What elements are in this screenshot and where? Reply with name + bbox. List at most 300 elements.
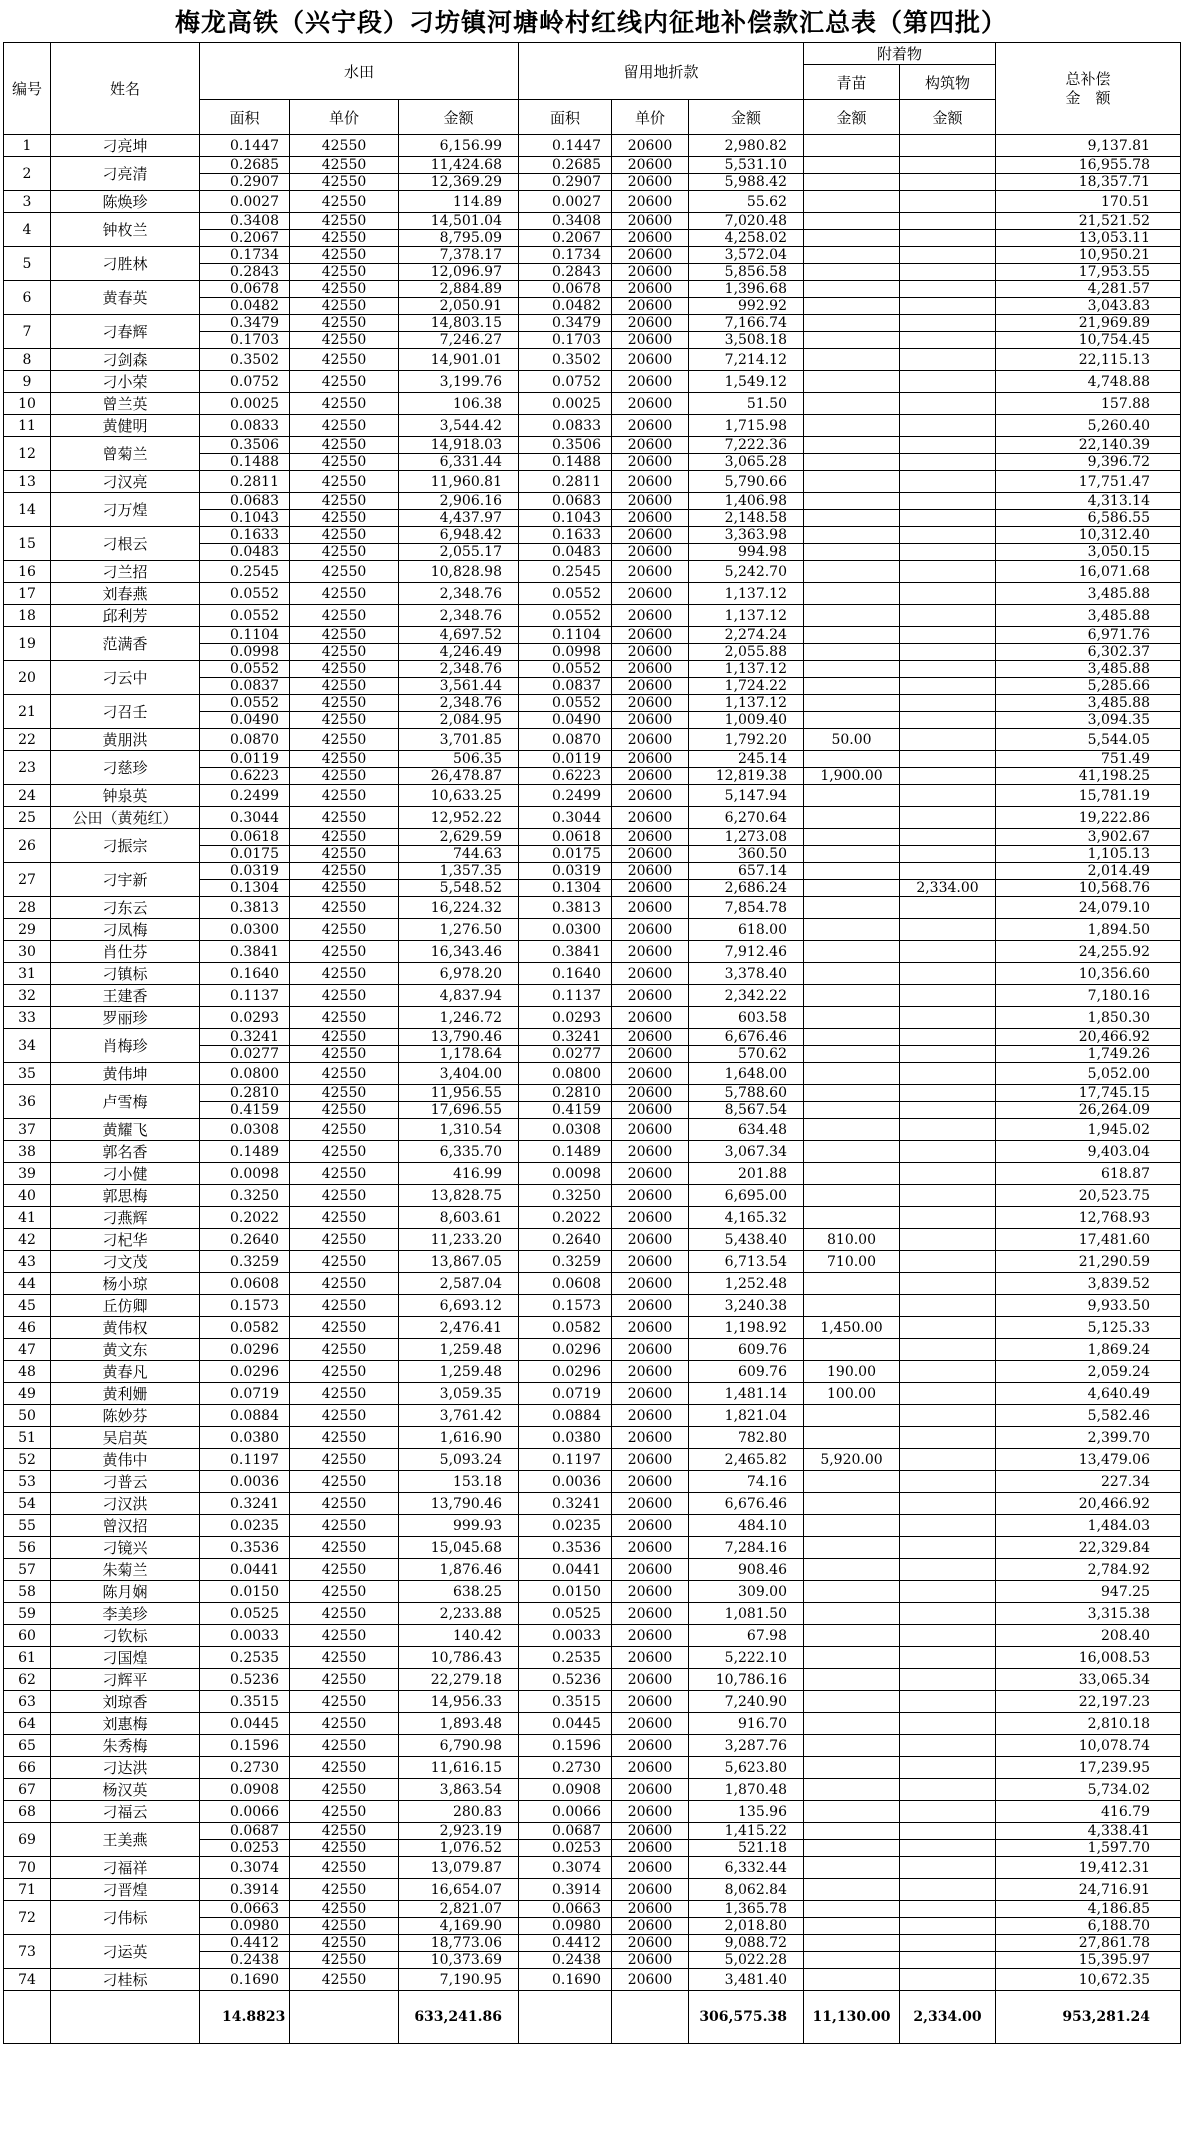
cell-paddy-amount: 14,956.33 <box>399 1691 519 1713</box>
cell-reserve-area: 0.0445 <box>519 1713 612 1735</box>
table-row <box>4 1603 1181 1625</box>
cell-reserve-price: 20600 <box>612 298 689 315</box>
row-name: 黄文东 <box>51 1339 200 1361</box>
cell-paddy-amount: 2,233.88 <box>399 1603 519 1625</box>
row-name: 刁东云 <box>51 897 200 919</box>
row-number: 52 <box>4 1449 51 1471</box>
cell-total-amount: 751.49 <box>996 751 1181 768</box>
table-row <box>4 437 1181 454</box>
totals-no <box>4 1991 51 2044</box>
cell-paddy-area: 0.1137 <box>200 985 290 1007</box>
cell-reserve-price: 20600 <box>612 1918 689 1935</box>
cell-reserve-amount: 51.50 <box>689 393 804 415</box>
cell-paddy-amount: 10,786.43 <box>399 1647 519 1669</box>
header-seedling-amount: 金额 <box>804 100 900 135</box>
cell-paddy-amount: 6,978.20 <box>399 963 519 985</box>
cell-paddy-amount: 2,084.95 <box>399 712 519 729</box>
cell-reserve-amount: 1,252.48 <box>689 1273 804 1295</box>
cell-reserve-amount: 3,287.76 <box>689 1735 804 1757</box>
cell-reserve-amount: 1,821.04 <box>689 1405 804 1427</box>
cell-paddy-price: 42550 <box>290 785 399 807</box>
cell-reserve-area: 0.0319 <box>519 863 612 880</box>
cell-paddy-amount: 1,310.54 <box>399 1119 519 1141</box>
cell-paddy-amount: 12,096.97 <box>399 264 519 281</box>
cell-building-amount <box>900 454 996 471</box>
cell-paddy-price: 42550 <box>290 661 399 678</box>
cell-reserve-area: 0.0552 <box>519 695 612 712</box>
cell-reserve-amount: 8,567.54 <box>689 1102 804 1119</box>
table-row <box>4 1647 1181 1669</box>
row-number: 28 <box>4 897 51 919</box>
cell-seedling-amount <box>804 807 900 829</box>
cell-paddy-amount: 16,343.46 <box>399 941 519 963</box>
cell-reserve-amount: 1,137.12 <box>689 695 804 712</box>
cell-building-amount <box>900 1085 996 1102</box>
cell-reserve-price: 20600 <box>612 1879 689 1901</box>
row-name: 刁剑森 <box>51 349 200 371</box>
cell-reserve-price: 20600 <box>612 963 689 985</box>
cell-seedling-amount <box>804 510 900 527</box>
cell-total-amount: 157.88 <box>996 393 1181 415</box>
cell-paddy-price: 42550 <box>290 1185 399 1207</box>
cell-seedling-amount: 100.00 <box>804 1383 900 1405</box>
cell-paddy-price: 42550 <box>290 454 399 471</box>
cell-reserve-price: 20600 <box>612 527 689 544</box>
cell-total-amount: 10,754.45 <box>996 332 1181 349</box>
cell-total-amount: 10,356.60 <box>996 963 1181 985</box>
cell-reserve-price: 20600 <box>612 678 689 695</box>
table-row <box>4 1823 1181 1840</box>
cell-paddy-price: 42550 <box>290 281 399 298</box>
totals-seedling-amount: 11,130.00 <box>804 1991 900 2044</box>
cell-seedling-amount <box>804 785 900 807</box>
cell-seedling-amount: 1,900.00 <box>804 768 900 785</box>
cell-building-amount <box>900 963 996 985</box>
cell-paddy-amount: 3,199.76 <box>399 371 519 393</box>
cell-reserve-amount: 5,856.58 <box>689 264 804 281</box>
totals-reserve-price <box>612 1991 689 2044</box>
cell-paddy-amount: 106.38 <box>399 393 519 415</box>
cell-paddy-amount: 6,948.42 <box>399 527 519 544</box>
cell-seedling-amount <box>804 695 900 712</box>
cell-reserve-price: 20600 <box>612 1840 689 1857</box>
row-name: 刁汉亮 <box>51 471 200 493</box>
row-name: 黄朋洪 <box>51 729 200 751</box>
cell-building-amount <box>900 1647 996 1669</box>
cell-reserve-amount: 1,273.08 <box>689 829 804 846</box>
totals-name <box>51 1991 200 2044</box>
cell-building-amount <box>900 471 996 493</box>
cell-paddy-amount: 638.25 <box>399 1581 519 1603</box>
cell-reserve-price: 20600 <box>612 1119 689 1141</box>
cell-paddy-amount: 1,259.48 <box>399 1361 519 1383</box>
cell-paddy-amount: 1,076.52 <box>399 1840 519 1857</box>
table-row <box>4 1713 1181 1735</box>
cell-reserve-price: 20600 <box>612 157 689 174</box>
cell-paddy-price: 42550 <box>290 1581 399 1603</box>
cell-building-amount <box>900 785 996 807</box>
cell-paddy-area: 0.0445 <box>200 1713 290 1735</box>
row-number: 38 <box>4 1141 51 1163</box>
table-row <box>4 1691 1181 1713</box>
cell-seedling-amount <box>804 1625 900 1647</box>
cell-total-amount: 27,861.78 <box>996 1935 1181 1952</box>
cell-paddy-area: 0.3506 <box>200 437 290 454</box>
cell-seedling-amount <box>804 527 900 544</box>
row-name: 刁召壬 <box>51 695 200 729</box>
cell-reserve-price: 20600 <box>612 785 689 807</box>
row-number: 26 <box>4 829 51 863</box>
cell-reserve-amount: 3,508.18 <box>689 332 804 349</box>
cell-total-amount: 5,734.02 <box>996 1779 1181 1801</box>
cell-paddy-area: 0.2843 <box>200 264 290 281</box>
cell-reserve-price: 20600 <box>612 1647 689 1669</box>
table-row <box>4 1735 1181 1757</box>
cell-paddy-amount: 3,544.42 <box>399 415 519 437</box>
row-name: 陈月娴 <box>51 1581 200 1603</box>
cell-paddy-area: 0.0033 <box>200 1625 290 1647</box>
cell-seedling-amount: 810.00 <box>804 1229 900 1251</box>
cell-reserve-price: 20600 <box>612 661 689 678</box>
table-row <box>4 1471 1181 1493</box>
table-row <box>4 1515 1181 1537</box>
row-name: 刁杞华 <box>51 1229 200 1251</box>
row-number: 55 <box>4 1515 51 1537</box>
cell-paddy-price: 42550 <box>290 315 399 332</box>
cell-paddy-area: 0.0980 <box>200 1918 290 1935</box>
cell-paddy-amount: 2,050.91 <box>399 298 519 315</box>
cell-total-amount: 2,014.49 <box>996 863 1181 880</box>
cell-seedling-amount <box>804 644 900 661</box>
cell-reserve-price: 20600 <box>612 174 689 191</box>
cell-reserve-price: 20600 <box>612 712 689 729</box>
cell-building-amount <box>900 751 996 768</box>
header-paddy: 水田 <box>200 43 519 100</box>
cell-building-amount <box>900 1063 996 1085</box>
cell-building-amount <box>900 583 996 605</box>
row-name: 刁福云 <box>51 1801 200 1823</box>
cell-paddy-amount: 5,093.24 <box>399 1449 519 1471</box>
cell-reserve-amount: 618.00 <box>689 919 804 941</box>
table-row <box>4 1559 1181 1581</box>
row-name: 刁春辉 <box>51 315 200 349</box>
row-number: 11 <box>4 415 51 437</box>
cell-total-amount: 21,290.59 <box>996 1251 1181 1273</box>
cell-paddy-price: 42550 <box>290 157 399 174</box>
cell-reserve-area: 0.3502 <box>519 349 612 371</box>
cell-seedling-amount <box>804 174 900 191</box>
cell-reserve-amount: 2,148.58 <box>689 510 804 527</box>
cell-paddy-amount: 18,773.06 <box>399 1935 519 1952</box>
row-name: 黄健明 <box>51 415 200 437</box>
cell-paddy-price: 42550 <box>290 371 399 393</box>
cell-reserve-area: 0.2810 <box>519 1085 612 1102</box>
row-number: 58 <box>4 1581 51 1603</box>
table-row <box>4 1449 1181 1471</box>
cell-reserve-area: 0.0837 <box>519 678 612 695</box>
cell-paddy-price: 42550 <box>290 695 399 712</box>
cell-seedling-amount <box>804 157 900 174</box>
cell-paddy-price: 42550 <box>290 1669 399 1691</box>
cell-paddy-area: 0.1104 <box>200 627 290 644</box>
table-row <box>4 1427 1181 1449</box>
cell-paddy-price: 42550 <box>290 213 399 230</box>
cell-reserve-amount: 55.62 <box>689 191 804 213</box>
cell-reserve-price: 20600 <box>612 1295 689 1317</box>
cell-reserve-price: 20600 <box>612 1735 689 1757</box>
row-number: 3 <box>4 191 51 213</box>
cell-building-amount <box>900 1603 996 1625</box>
cell-seedling-amount <box>804 678 900 695</box>
cell-total-amount: 6,188.70 <box>996 1918 1181 1935</box>
cell-paddy-price: 42550 <box>290 332 399 349</box>
row-name: 刁慈珍 <box>51 751 200 785</box>
cell-paddy-price: 42550 <box>290 1647 399 1669</box>
cell-reserve-price: 20600 <box>612 1603 689 1625</box>
cell-total-amount: 20,466.92 <box>996 1493 1181 1515</box>
cell-paddy-amount: 11,960.81 <box>399 471 519 493</box>
cell-reserve-price: 20600 <box>612 1713 689 1735</box>
cell-reserve-area: 0.2438 <box>519 1952 612 1969</box>
cell-building-amount: 2,334.00 <box>900 880 996 897</box>
row-name: 刁晋煌 <box>51 1879 200 1901</box>
cell-paddy-price: 42550 <box>290 1427 399 1449</box>
cell-paddy-amount: 6,790.98 <box>399 1735 519 1757</box>
cell-seedling-amount <box>804 1801 900 1823</box>
cell-building-amount <box>900 544 996 561</box>
cell-total-amount: 3,050.15 <box>996 544 1181 561</box>
row-name: 刘惠梅 <box>51 1713 200 1735</box>
cell-paddy-amount: 2,348.76 <box>399 583 519 605</box>
cell-paddy-amount: 2,348.76 <box>399 605 519 627</box>
cell-reserve-area: 0.0752 <box>519 371 612 393</box>
cell-paddy-area: 0.0884 <box>200 1405 290 1427</box>
row-number: 56 <box>4 1537 51 1559</box>
cell-paddy-price: 42550 <box>290 768 399 785</box>
cell-reserve-area: 0.0098 <box>519 1163 612 1185</box>
cell-total-amount: 1,597.70 <box>996 1840 1181 1857</box>
cell-total-amount: 33,065.34 <box>996 1669 1181 1691</box>
row-name: 刁宇新 <box>51 863 200 897</box>
cell-paddy-price: 42550 <box>290 1229 399 1251</box>
cell-paddy-price: 42550 <box>290 1713 399 1735</box>
cell-reserve-amount: 1,870.48 <box>689 1779 804 1801</box>
header-building-amount: 金额 <box>900 100 996 135</box>
cell-total-amount: 4,640.49 <box>996 1383 1181 1405</box>
cell-paddy-amount: 14,918.03 <box>399 437 519 454</box>
cell-reserve-price: 20600 <box>612 751 689 768</box>
cell-reserve-price: 20600 <box>612 213 689 230</box>
cell-paddy-price: 42550 <box>290 1691 399 1713</box>
cell-paddy-area: 0.0296 <box>200 1339 290 1361</box>
cell-seedling-amount: 50.00 <box>804 729 900 751</box>
cell-paddy-price: 42550 <box>290 298 399 315</box>
cell-paddy-price: 42550 <box>290 415 399 437</box>
cell-building-amount <box>900 846 996 863</box>
cell-total-amount: 3,043.83 <box>996 298 1181 315</box>
cell-reserve-price: 20600 <box>612 863 689 880</box>
cell-reserve-area: 0.5236 <box>519 1669 612 1691</box>
totals-reserve-amount: 306,575.38 <box>689 1991 804 2044</box>
cell-seedling-amount <box>804 1185 900 1207</box>
cell-reserve-area: 0.0293 <box>519 1007 612 1029</box>
row-number: 39 <box>4 1163 51 1185</box>
cell-paddy-amount: 3,561.44 <box>399 678 519 695</box>
cell-reserve-price: 20600 <box>612 829 689 846</box>
cell-paddy-price: 42550 <box>290 1857 399 1879</box>
cell-paddy-area: 0.6223 <box>200 768 290 785</box>
cell-paddy-amount: 2,629.59 <box>399 829 519 846</box>
cell-paddy-amount: 1,259.48 <box>399 1339 519 1361</box>
cell-reserve-price: 20600 <box>612 1383 689 1405</box>
row-name: 刁小健 <box>51 1163 200 1185</box>
cell-paddy-area: 0.3074 <box>200 1857 290 1879</box>
cell-building-amount <box>900 729 996 751</box>
cell-total-amount: 15,781.19 <box>996 785 1181 807</box>
cell-paddy-amount: 3,761.42 <box>399 1405 519 1427</box>
cell-reserve-area: 0.0800 <box>519 1063 612 1085</box>
cell-reserve-price: 20600 <box>612 1007 689 1029</box>
cell-paddy-amount: 17,696.55 <box>399 1102 519 1119</box>
cell-seedling-amount <box>804 583 900 605</box>
cell-reserve-price: 20600 <box>612 985 689 1007</box>
header-seedling: 青苗 <box>804 65 900 100</box>
cell-reserve-amount: 7,240.90 <box>689 1691 804 1713</box>
cell-building-amount <box>900 1273 996 1295</box>
cell-reserve-area: 0.1197 <box>519 1449 612 1471</box>
row-name: 刁万煌 <box>51 493 200 527</box>
header-reserve-price: 单价 <box>612 100 689 135</box>
cell-paddy-price: 42550 <box>290 1901 399 1918</box>
cell-paddy-price: 42550 <box>290 493 399 510</box>
row-number: 34 <box>4 1029 51 1063</box>
cell-building-amount <box>900 1879 996 1901</box>
cell-paddy-amount: 140.42 <box>399 1625 519 1647</box>
cell-total-amount: 4,338.41 <box>996 1823 1181 1840</box>
cell-seedling-amount <box>804 661 900 678</box>
cell-paddy-area: 0.0027 <box>200 191 290 213</box>
cell-building-amount <box>900 510 996 527</box>
row-number: 69 <box>4 1823 51 1857</box>
cell-paddy-amount: 3,059.35 <box>399 1383 519 1405</box>
cell-seedling-amount <box>804 751 900 768</box>
cell-reserve-amount: 1,715.98 <box>689 415 804 437</box>
cell-paddy-amount: 1,178.64 <box>399 1046 519 1063</box>
cell-reserve-amount: 5,222.10 <box>689 1647 804 1669</box>
row-number: 19 <box>4 627 51 661</box>
cell-paddy-area: 0.0552 <box>200 605 290 627</box>
row-name: 黄春英 <box>51 281 200 315</box>
cell-reserve-price: 20600 <box>612 510 689 527</box>
cell-reserve-price: 20600 <box>612 1405 689 1427</box>
cell-reserve-price: 20600 <box>612 1063 689 1085</box>
cell-reserve-amount: 7,020.48 <box>689 213 804 230</box>
cell-paddy-price: 42550 <box>290 527 399 544</box>
cell-total-amount: 19,222.86 <box>996 807 1181 829</box>
cell-paddy-amount: 10,633.25 <box>399 785 519 807</box>
cell-paddy-area: 0.0296 <box>200 1361 290 1383</box>
cell-paddy-amount: 2,884.89 <box>399 281 519 298</box>
cell-reserve-amount: 245.14 <box>689 751 804 768</box>
row-name: 邱利芳 <box>51 605 200 627</box>
cell-reserve-amount: 7,284.16 <box>689 1537 804 1559</box>
cell-reserve-price: 20600 <box>612 1163 689 1185</box>
cell-building-amount <box>900 897 996 919</box>
cell-paddy-amount: 2,587.04 <box>399 1273 519 1295</box>
cell-seedling-amount <box>804 897 900 919</box>
table-row <box>4 1273 1181 1295</box>
cell-total-amount: 15,395.97 <box>996 1952 1181 1969</box>
cell-building-amount <box>900 1735 996 1757</box>
cell-seedling-amount <box>804 493 900 510</box>
row-name: 刁兰招 <box>51 561 200 583</box>
cell-paddy-amount: 6,693.12 <box>399 1295 519 1317</box>
cell-reserve-price: 20600 <box>612 1969 689 1991</box>
table-row <box>4 1029 1181 1046</box>
cell-total-amount: 3,485.88 <box>996 661 1181 678</box>
row-name: 杨小琼 <box>51 1273 200 1295</box>
row-number: 13 <box>4 471 51 493</box>
cell-reserve-amount: 3,240.38 <box>689 1295 804 1317</box>
table-row <box>4 1879 1181 1901</box>
cell-paddy-amount: 4,246.49 <box>399 644 519 661</box>
cell-total-amount: 5,052.00 <box>996 1063 1181 1085</box>
table-row <box>4 1669 1181 1691</box>
cell-total-amount: 7,180.16 <box>996 985 1181 1007</box>
cell-reserve-price: 20600 <box>612 729 689 751</box>
cell-reserve-amount: 6,695.00 <box>689 1185 804 1207</box>
cell-seedling-amount <box>804 1581 900 1603</box>
cell-paddy-price: 42550 <box>290 1273 399 1295</box>
cell-building-amount <box>900 527 996 544</box>
row-number: 20 <box>4 661 51 695</box>
cell-seedling-amount <box>804 1493 900 1515</box>
cell-total-amount: 3,839.52 <box>996 1273 1181 1295</box>
page-title: 梅龙高铁（兴宁段）刁坊镇河塘岭村红线内征地补偿款汇总表（第四批） <box>174 8 1007 37</box>
cell-total-amount: 3,094.35 <box>996 712 1181 729</box>
table-row <box>4 963 1181 985</box>
cell-seedling-amount <box>804 1427 900 1449</box>
cell-total-amount: 2,059.24 <box>996 1361 1181 1383</box>
row-name: 肖梅珍 <box>51 1029 200 1063</box>
row-number: 74 <box>4 1969 51 1991</box>
table-row <box>4 561 1181 583</box>
cell-building-amount <box>900 1952 996 1969</box>
row-name: 郭思梅 <box>51 1185 200 1207</box>
cell-total-amount: 24,255.92 <box>996 941 1181 963</box>
row-name: 范满香 <box>51 627 200 661</box>
table-row <box>4 415 1181 437</box>
cell-total-amount: 618.87 <box>996 1163 1181 1185</box>
cell-building-amount <box>900 213 996 230</box>
row-number: 2 <box>4 157 51 191</box>
row-number: 41 <box>4 1207 51 1229</box>
cell-seedling-amount <box>804 349 900 371</box>
cell-reserve-price: 20600 <box>612 1046 689 1063</box>
cell-reserve-area: 0.0870 <box>519 729 612 751</box>
cell-paddy-area: 0.1043 <box>200 510 290 527</box>
header-building: 构筑物 <box>900 65 996 100</box>
cell-reserve-area: 0.0833 <box>519 415 612 437</box>
row-number: 9 <box>4 371 51 393</box>
cell-building-amount <box>900 627 996 644</box>
cell-seedling-amount <box>804 880 900 897</box>
cell-reserve-price: 20600 <box>612 281 689 298</box>
cell-total-amount: 1,894.50 <box>996 919 1181 941</box>
table-row <box>4 785 1181 807</box>
row-number: 7 <box>4 315 51 349</box>
row-name: 刁运英 <box>51 1935 200 1969</box>
